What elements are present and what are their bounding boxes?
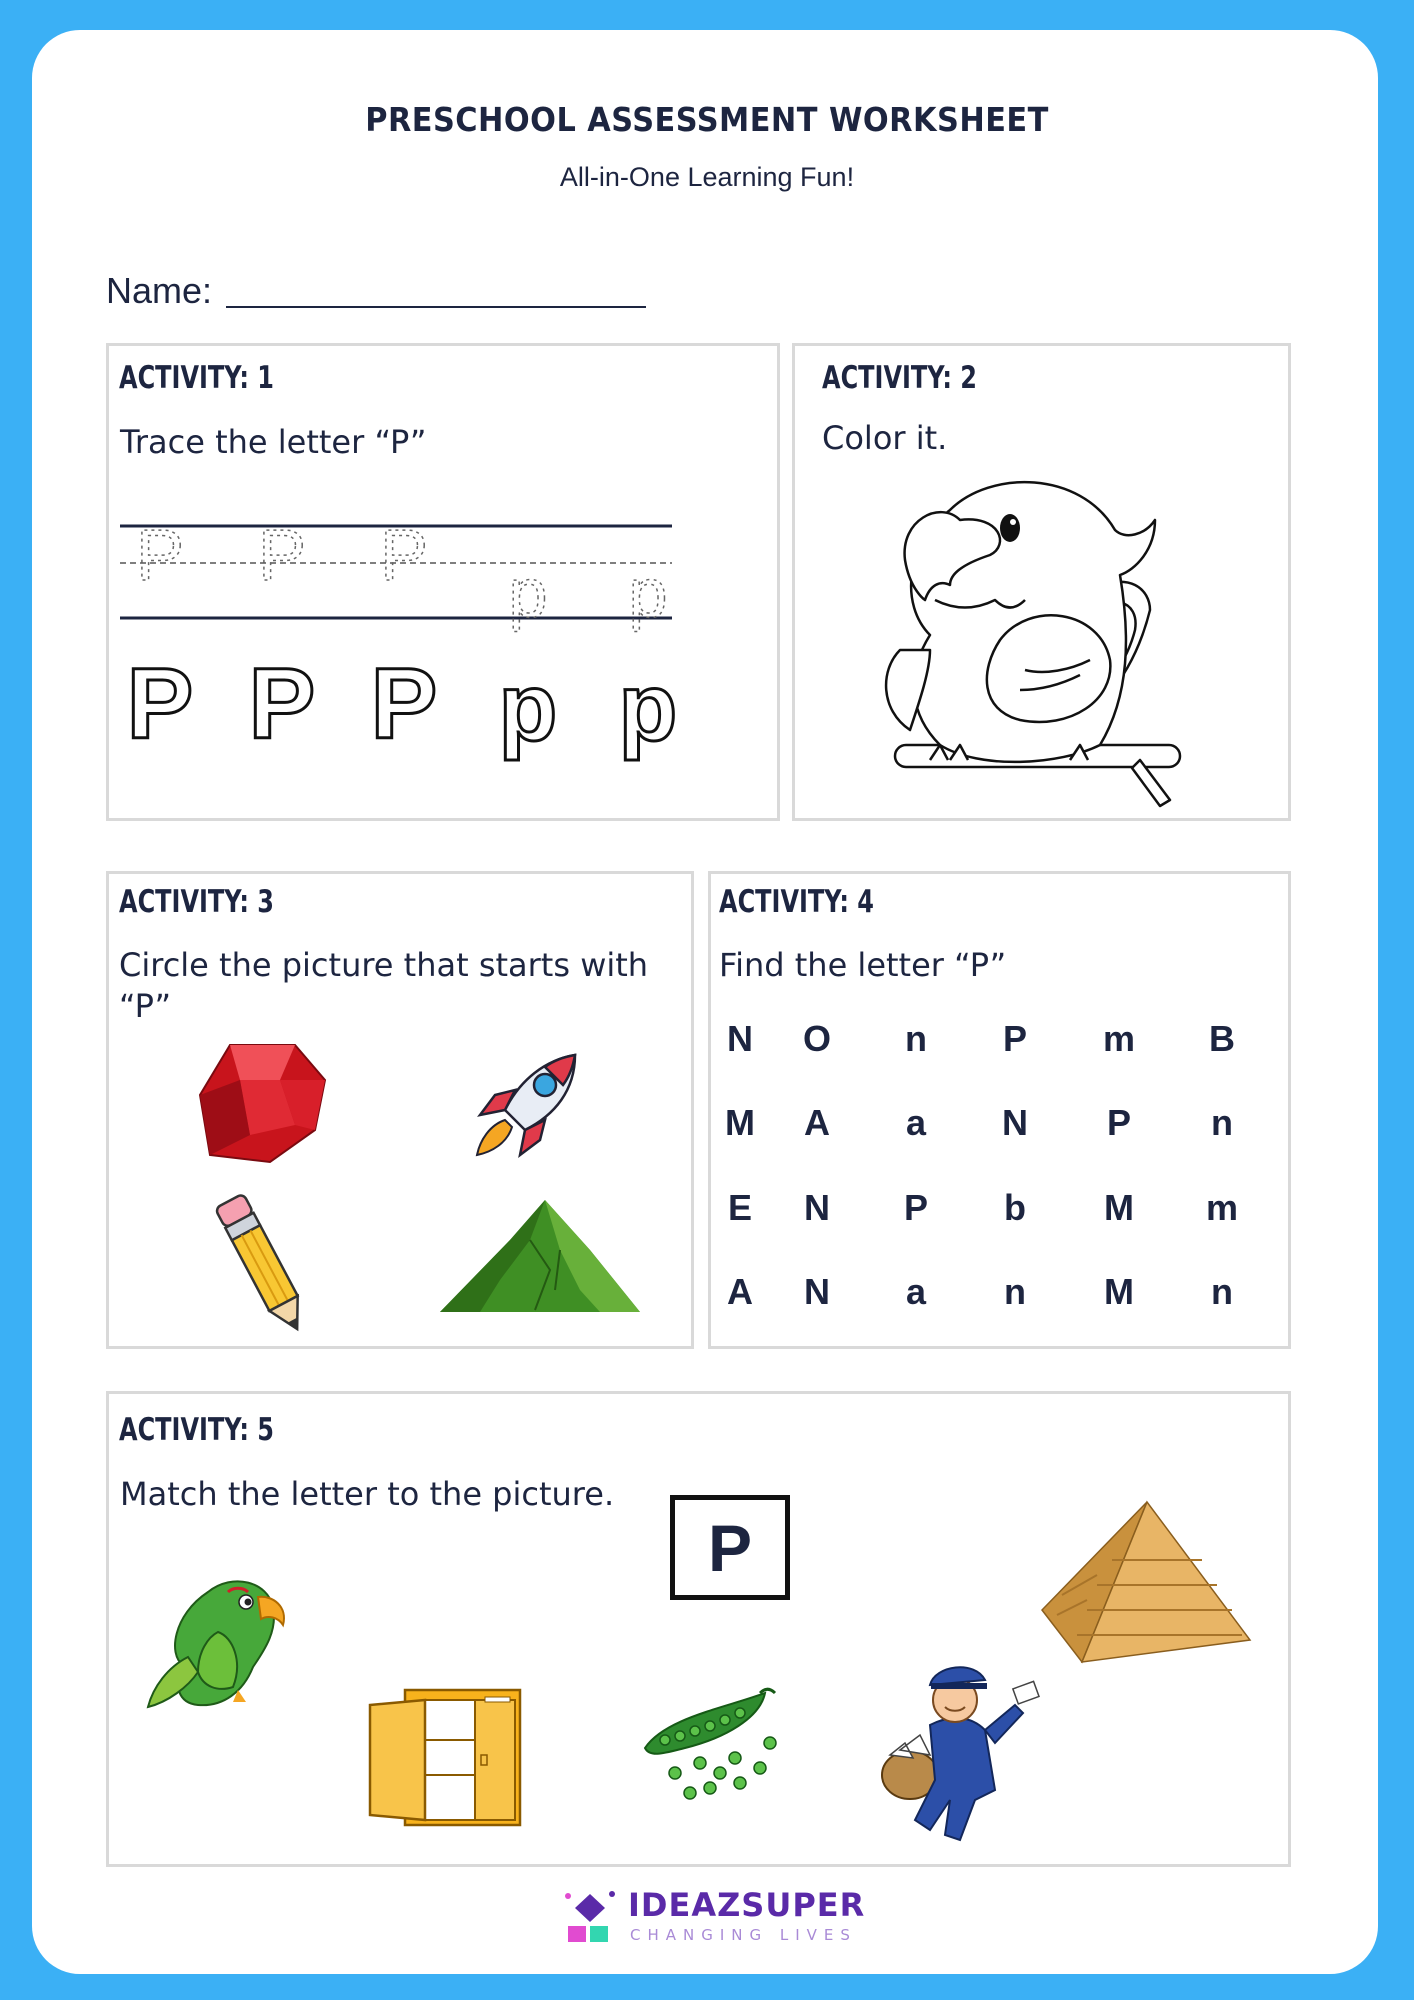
dotted-trace-letter[interactable]: P xyxy=(379,516,429,596)
postman-picture[interactable] xyxy=(875,1655,1050,1840)
worksheet-title: PRESCHOOL ASSESSMENT WORKSHEET xyxy=(365,100,1049,139)
grid-letter[interactable]: P xyxy=(1002,1018,1027,1059)
pyramid-picture[interactable] xyxy=(1042,1500,1252,1665)
grid-letter[interactable]: P xyxy=(903,1187,928,1228)
peas-picture[interactable] xyxy=(640,1688,790,1808)
dotted-trace-letter[interactable]: p xyxy=(628,554,668,632)
grid-letter[interactable]: B xyxy=(1209,1018,1235,1059)
worksheet-subtitle: All-in-One Learning Fun! xyxy=(559,162,855,192)
brand-tagline: CHANGING LIVES xyxy=(630,1926,857,1944)
name-label: Name: xyxy=(106,270,213,311)
parrot-picture[interactable] xyxy=(148,1572,293,1712)
activity-3-instruction-line-1: Circle the picture that starts with xyxy=(119,946,649,984)
outline-letter: p xyxy=(618,654,678,761)
grid-letter[interactable]: M xyxy=(1104,1187,1134,1228)
outline-letter: P xyxy=(126,648,194,760)
logo-icon xyxy=(560,1886,620,1946)
grid-letter[interactable]: M xyxy=(725,1102,755,1143)
outline-letter: P xyxy=(248,648,316,760)
grid-letter[interactable]: n xyxy=(905,1018,927,1059)
grid-letter[interactable]: n xyxy=(1004,1271,1026,1312)
brand-name: IDEAZSUPER xyxy=(628,1886,866,1924)
grid-letter[interactable]: P xyxy=(1106,1102,1131,1143)
grid-letter[interactable]: n xyxy=(1211,1271,1233,1312)
activity-3-label: ACTIVITY: 3 xyxy=(119,884,274,920)
activity-2-label: ACTIVITY: 2 xyxy=(822,360,977,396)
activity-5-instruction: Match the letter to the picture. xyxy=(120,1475,615,1513)
dotted-trace-letter[interactable]: p xyxy=(508,554,548,632)
grid-letter[interactable]: A xyxy=(727,1271,753,1312)
grid-letter[interactable]: N xyxy=(804,1271,830,1312)
pencil-picture[interactable] xyxy=(215,1188,310,1343)
grid-letter[interactable]: N xyxy=(804,1187,830,1228)
activity-1-label: ACTIVITY: 1 xyxy=(119,360,274,396)
grid-letter[interactable]: A xyxy=(804,1102,830,1143)
cupboard-picture[interactable] xyxy=(365,1685,525,1830)
grid-letter[interactable]: N xyxy=(727,1018,753,1059)
letter-p-box[interactable]: P xyxy=(670,1495,790,1600)
grid-letter[interactable]: n xyxy=(1211,1102,1233,1143)
activity-1-instruction: Trace the letter “P” xyxy=(120,423,427,461)
outline-letter: p xyxy=(498,654,558,761)
grid-letter[interactable]: a xyxy=(905,1271,927,1312)
activity-2-instruction: Color it. xyxy=(822,419,948,457)
parrot-coloring-outline[interactable] xyxy=(880,470,1200,810)
ruby-gem-picture[interactable] xyxy=(200,1040,325,1165)
activity-4-instruction: Find the letter “P” xyxy=(719,946,1007,984)
grid-letter[interactable]: m xyxy=(1102,1018,1135,1059)
activity-3-instruction-line-2: “P” xyxy=(119,987,172,1025)
grid-letter[interactable]: E xyxy=(727,1187,752,1228)
brand-logo xyxy=(560,1886,866,1946)
rocket-picture[interactable] xyxy=(470,1050,585,1160)
grid-letter[interactable]: b xyxy=(1004,1187,1026,1228)
grid-letter[interactable]: M xyxy=(1104,1271,1134,1312)
grid-letter[interactable]: m xyxy=(1205,1187,1238,1228)
grid-letter[interactable]: O xyxy=(802,1018,831,1059)
dotted-trace-letter[interactable]: P xyxy=(257,516,307,596)
grid-letter[interactable]: a xyxy=(905,1102,927,1143)
mountain-picture[interactable] xyxy=(440,1200,640,1315)
outline-letter: P xyxy=(370,648,438,760)
activity-4-label: ACTIVITY: 4 xyxy=(719,884,874,920)
grid-letter[interactable]: N xyxy=(1002,1102,1028,1143)
activity-5-label: ACTIVITY: 5 xyxy=(119,1412,274,1448)
dotted-trace-letter[interactable]: P xyxy=(135,516,185,596)
